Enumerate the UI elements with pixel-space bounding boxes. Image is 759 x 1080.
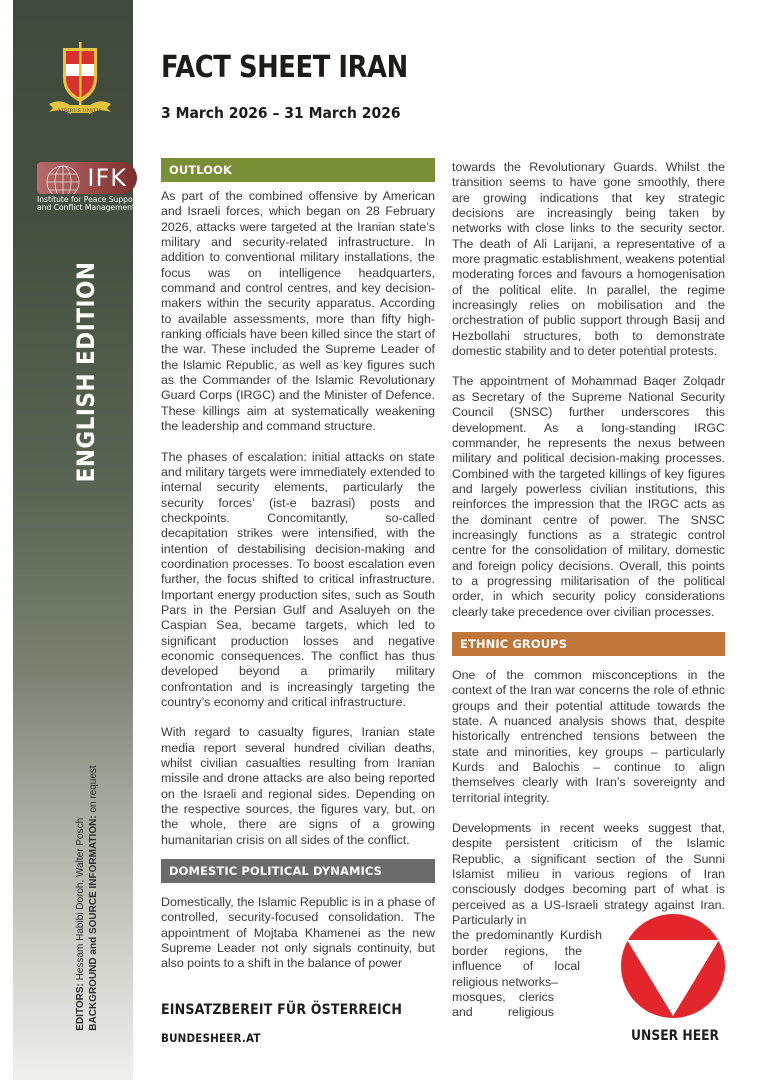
- army-crest-icon: [47, 42, 113, 120]
- right-column: [452, 160, 725, 1021]
- footer-url[interactable]: BUNDESHEER.AT: [161, 1031, 261, 1045]
- text-line: religious networks–: [452, 974, 559, 989]
- austrian-army-logo-icon: [621, 914, 725, 1018]
- section-header-outlook: OUTLOOK: [161, 158, 435, 182]
- text-line: the predominantly Kurdish: [452, 928, 602, 943]
- ifk-subtitle-line2: and Conflict Management: [37, 203, 135, 212]
- date-range: 3 March 2026 – 31 March 2026: [161, 104, 401, 122]
- paragraph: The phases of escalation: initial attacks on state and military targets were immediately extended to internal security elements, particularly the security forces’ (ist-e bazrasi) posts and checkpoints. Concomitantly, so-called decapitation strikes were intensified, with the intention of destabilising decision-making and coordination processes. To boost escalation even further, the focus shifted to critical infrastructure. Important energy production sites, such as South Pars in the Persian Gulf and Asaluyeh on the Caspian Sea, became targets, which led to significant production losses and negative economic consequences. The conflict has thus developed beyond a primarily military confrontation and is increasingly targeting the country’s economy and critical infrastructure.: [161, 449, 435, 709]
- editors-value: Hessam Habibi Doroh, Walter Posch: [75, 817, 86, 981]
- paragraph: The appointment of Mohammad Baqer Zolqadr as Secretary of the Supreme National Security Council (SNSC) further underscores this development. As a long-standing IRGC commander, he represents the nexus between military and political decision-making processes. Combined with the targeted killings of key figures and largely powerless civilian institutions, this reinforces the impression that the IRGC acts as the dominant centre of power. The SNSC increasingly functions as a strategic control centre for the consolidation of military, domestic and foreign policy decisions. Overall, this points to a progressing militarisation of the political order, in which security policy considerations clearly take precedence over civilian processes.: [452, 374, 725, 619]
- background-value: on request: [88, 765, 99, 813]
- paragraph: Developments in recent weeks suggest that, despite persistent criticism of the Islamic Republic, a significant section of the Sunni Islamist milieu in various regions of Iran consciously dodges becoming part of what is perceived as a US-Israeli strategy against Iran. Particularly in: [452, 821, 725, 928]
- sidebar: [13, 0, 139, 1080]
- text-line: influence of local: [452, 959, 580, 974]
- ifk-logo: [33, 160, 143, 214]
- edition-label: ENGLISH EDITION: [72, 261, 100, 483]
- ifk-subtitle-line1: Institute for Peace Support: [37, 195, 139, 204]
- paragraph: Domestically, the Islamic Republic is in a phase of controlled, security-focused consolidation. The appointment of Mojtaba Khamenei as the new Supreme Leader not only signals continuity, but also points to a shift in the balance of power: [161, 895, 435, 971]
- section-header-domestic: DOMESTIC POLITICAL DYNAMICS: [161, 859, 435, 883]
- paragraph: One of the common misconceptions in the context of the Iran war concerns the role of ethnic groups and their potential attitude towards the state. A nuanced analysis shows that, despite historically entrenched tensions between the state and minorities, key groups – particularly Kurds and Balochis – continue to align themselves clearly with Iran’s sovereignty and territorial integrity.: [452, 667, 725, 805]
- text-line: mosques, clerics: [452, 989, 554, 1004]
- globe-icon: [39, 162, 89, 194]
- crest-motto: VIRIBUS UNITIS: [58, 108, 102, 114]
- editors-credit: [74, 765, 100, 1030]
- background-label: BACKGROUND and SOURCE INFORMATION:: [88, 815, 99, 1031]
- page-title: FACT SHEET IRAN: [161, 50, 408, 85]
- editors-label: EDITORS:: [75, 983, 86, 1031]
- paragraph: With regard to casualty figures, Iranian state media report several hundred civilian deaths, whilst civilian casualties resulting from Iranian missile and drone attacks are also being reported on the Israeli and regional sides. Depending on the respective sources, the figures vary, but, on the whole, there are signs of a growing humanitarian crisis on all sides of the conflict.: [161, 725, 435, 847]
- text-line: and religious: [452, 1005, 554, 1020]
- paragraph: towards the Revolutionary Guards. Whilst the transition seems to have gone smoothly, there are growing indications that key strategic decisions are increasingly being taken by networks with close links to the security sector. The death of Ali Larijani, a representative of a more pragmatic establishment, weakens potential moderating forces and favours a homogenisation of the political elite. In parallel, the regime increasingly relies on mobilisation and the orchestration of public support through Basij and Hezbollahi structures, both to demonstrate domestic stability and to deter potential protests.: [452, 160, 725, 359]
- footer-slogan: EINSATZBEREIT FÜR ÖSTERREICH: [161, 1002, 403, 1018]
- text-line: border regions, the: [452, 943, 582, 958]
- left-column: [161, 160, 435, 972]
- army-label: UNSER HEER: [631, 1028, 720, 1044]
- ifk-acronym: IFK: [87, 164, 127, 192]
- section-header-ethnic: ETHNIC GROUPS: [452, 632, 725, 656]
- paragraph: As part of the combined offensive by American and Israeli forces, which began on 28 February 2026, attacks were targeted at the Iranian state’s military and security-related infrastructure. In addition to conventional military installations, the focus was on intelligence headquarters, command and control centres, and key decision-makers within the security apparatus. According to available assessments, more than fifty high-ranking officials have been killed since the start of the war. These included the Supreme Leader of the Islamic Republic, as well as key figures such as the Commander of the Islamic Revolutionary Guard Corps (IRGC) and the Minister of Defence. These killings aim at systematically weakening the leadership and command structure.: [161, 189, 435, 434]
